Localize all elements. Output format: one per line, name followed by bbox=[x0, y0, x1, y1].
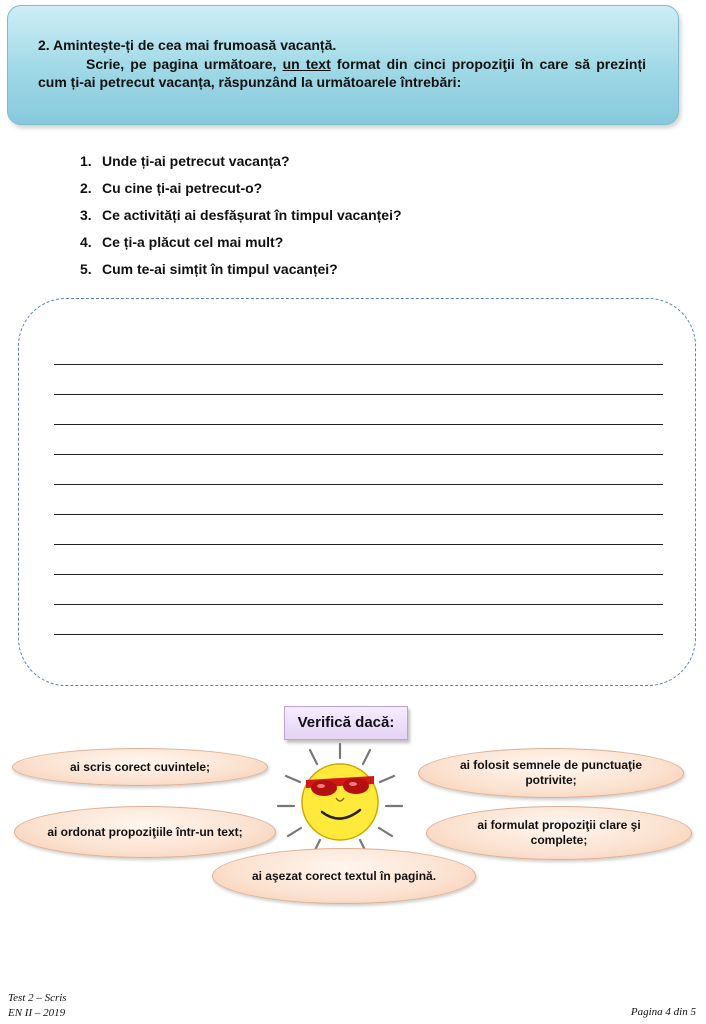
footer-exam: EN II – 2019 bbox=[8, 1007, 66, 1019]
task-instruction-text bbox=[38, 55, 646, 91]
question-text: Ce activități ai desfășurat în timpul vacanței? bbox=[102, 207, 402, 223]
footer-test: Test 2 – Scris bbox=[8, 992, 67, 1004]
question-item bbox=[80, 233, 402, 260]
writing-line bbox=[54, 514, 663, 515]
writing-line bbox=[54, 454, 663, 455]
question-item bbox=[80, 179, 402, 206]
checklist-item-sentences: ai formulat propoziţii clare şi complete; bbox=[426, 806, 692, 860]
checklist-item-layout: ai aşezat corect textul în pagină. bbox=[212, 848, 476, 904]
verify-label: Verifică dacă: bbox=[284, 706, 408, 740]
question-item bbox=[80, 260, 402, 287]
question-text: Cum te-ai simțit în timpul vacanței? bbox=[102, 261, 338, 277]
question-number: 5. bbox=[80, 261, 92, 277]
task-text-part2: format din cinci propoziţii în care să prezinți cum ți-ai petrecut vacanța, răspunzând la următoarele întrebări: bbox=[38, 56, 646, 90]
footer-page-number: Pagina 4 din 5 bbox=[630, 1006, 696, 1018]
task-title: 2. Amintește-ți de cea mai frumoasă vacanță. bbox=[38, 37, 337, 53]
sun-with-sunglasses-icon bbox=[270, 740, 410, 860]
question-number: 3. bbox=[80, 207, 92, 223]
question-text: Ce ți-a plăcut cel mai mult? bbox=[102, 234, 284, 250]
question-number: 2. bbox=[80, 180, 92, 196]
checklist-item-spelling: ai scris corect cuvintele; bbox=[12, 748, 268, 786]
footer-left bbox=[8, 991, 67, 1021]
question-item bbox=[80, 152, 402, 179]
checklist-item-order: ai ordonat propoziţiile într-un text; bbox=[14, 806, 276, 858]
task-text-underlined: un text bbox=[282, 56, 331, 72]
writing-line bbox=[54, 574, 663, 575]
writing-area[interactable] bbox=[18, 298, 696, 686]
writing-line bbox=[54, 604, 663, 605]
task-text-part1: Scrie, pe pagina următoare, bbox=[86, 56, 283, 72]
question-number: 4. bbox=[80, 234, 92, 250]
writing-line bbox=[54, 394, 663, 395]
writing-line bbox=[54, 634, 663, 635]
question-text: Cu cine ți-ai petrecut-o? bbox=[102, 180, 263, 196]
writing-line bbox=[54, 424, 663, 425]
checklist-item-punctuation: ai folosit semnele de punctuaţie potrivite; bbox=[418, 748, 684, 798]
question-item bbox=[80, 206, 402, 233]
question-text: Unde ți-ai petrecut vacanța? bbox=[102, 153, 290, 169]
question-list bbox=[80, 152, 402, 287]
writing-line bbox=[54, 364, 663, 365]
writing-line bbox=[54, 484, 663, 485]
question-number: 1. bbox=[80, 153, 92, 169]
writing-line bbox=[54, 544, 663, 545]
